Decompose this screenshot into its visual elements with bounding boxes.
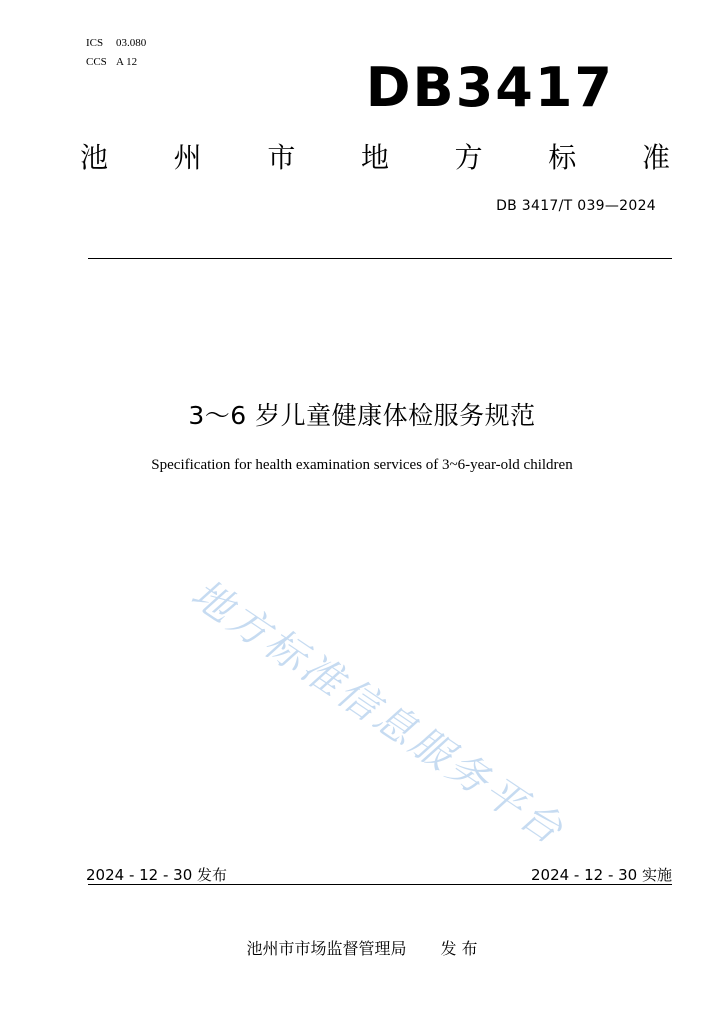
ics-label: ICS (86, 37, 104, 49)
implement-date: 2024 - 12 - 30 实施 (530, 866, 672, 884)
db-logo: DB3417 (365, 56, 614, 119)
standard-type-char: 准 (641, 141, 670, 174)
ccs-label: CCS (86, 56, 107, 68)
issuer-line (0, 936, 724, 959)
standard-type-char: 方 (454, 141, 483, 174)
standard-type-char: 州 (173, 141, 202, 174)
issuer-action: 发 布 (440, 939, 478, 958)
ics-code: 03.080 (116, 37, 147, 49)
standard-type-char: 池 (80, 141, 109, 174)
standard-type-char: 标 (548, 141, 577, 174)
standard-type-char: 市 (267, 141, 296, 174)
bottom-divider (88, 884, 672, 885)
ccs-code-line (86, 55, 137, 69)
top-divider (88, 258, 672, 259)
standard-type-char: 地 (360, 141, 389, 174)
issuer-name: 池州市市场监督管理局 (246, 939, 407, 958)
standard-type-heading (80, 136, 670, 176)
ics-code-line (86, 36, 146, 50)
standard-number: DB 3417/T 039—2024 (496, 198, 656, 214)
title-english: Specification for health examination services of 3~6-year-old children (151, 457, 573, 473)
watermark: 地方标准信息服务平台 (182, 570, 574, 855)
publish-date: 2024 - 12 - 30 发布 (86, 866, 228, 884)
title-chinese: 3～6 岁儿童健康体检服务规范 (188, 401, 536, 430)
ccs-code: A 12 (116, 56, 138, 68)
